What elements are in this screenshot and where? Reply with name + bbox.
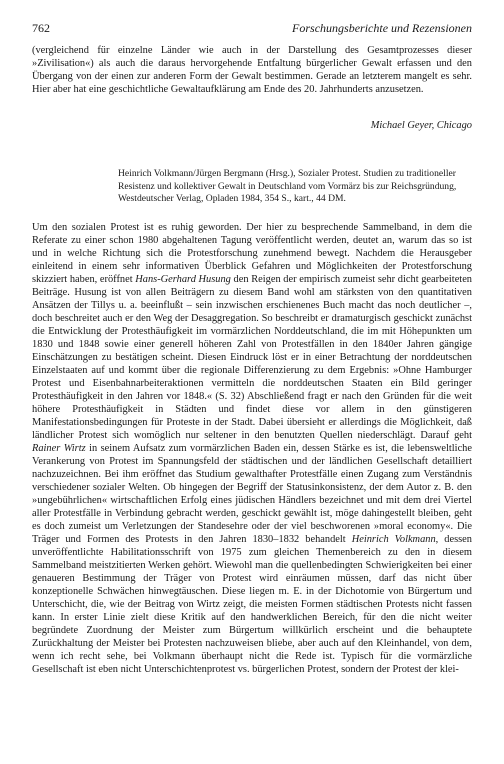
review-body	[32, 221, 472, 751]
previous-review-text: (vergleichend für einzelne Länder wie auch in der Darstellung des Gesamtprozesses dieser »Zivilisation«) als auch die daraus hervorgehende Entfaltung bürgerlicher Gewalt erfassen und den Übergang von der einen zur anderen Form der Gewalt bestimmen. Gerade an letzterem mangelt es sehr. Hier aber hat eine geschichtliche Gewaltaufklärung am Ende des 20. Jahrhunderts anzusetzen.	[32, 45, 472, 95]
author-name-volkmann: Heinrich Volkmann	[351, 534, 436, 545]
author-name-wirtz: Rainer Wirtz	[32, 443, 86, 454]
page-header	[32, 20, 472, 36]
review-text-part-3: in seinem Aufsatz zum vormärzlichen Baden ein, dessen Stärke es ist, die lebensweltliche Verankerung von Protest im Spannungsfeld der städtischen und der ländlichen Gesellschaft detailliert nachzuzeichnen. Bei ihm eröffnet das Studium gewalthafter Protestfälle einen Zugang zum Verständnis verschiedener sozialer Welten. Ob hingegen der Begriff der Statusinkonsistenz, der dem Autor z. B. den »ungebührlichen« wirtschaftlichen Erfolg eines jüdischen Händlers bezeichnet und mit dem drei Viertel aller Protestfälle in Verbindung gebracht werden, geschickt gewählt ist, möge dahingestellt bleiben, geht es doch zumeist um Verletzungen der Standesehre oder der viel beschworenen »moral economy«. Die Träger und Formen des Protests in den Jahren 1830–1832 behandelt	[32, 443, 472, 545]
review-text-part-1: Um den sozialen Protest ist es ruhig geworden. Der hier zu besprechende Sammelband, in dem die Referate zu einer schon 1980 abgehaltenen Tagung veröffentlicht werden, deutet an, warum das so ist und in welche Richtung sich die Protestforschung zunehmend bewegt. Nachdem die Herausgeber einleitend in einem sehr informativen Überblick Gefahren und Möglichkeiten der Protestforschung skizziert haben, eröffnet	[32, 222, 472, 285]
review-text-part-2: den Reigen der empirisch zumeist sehr dicht gearbeiteten Beiträge. Husung ist von allen Beiträgern zu diesem Band wohl am stärksten von den quantitativen Ansätzen der Tillys u. a. beeinflußt – sein inzwischen erschienenes Buch macht das noch deutlicher –, doch beschreitet auch er den Weg der Desaggregation. So beschreibt er dramaturgisch geschickt zunächst die Entwicklung der Protesthäufigkeit im vormärzlichen Norddeutschland, die im mit Höhepunkten um 1830 und 1848 sowie einer generell höheren Zahl von Protestfällen in den 1840er Jahren gängige Einschätzungen zu bestätigen scheint. Diesen Eindruck löst er in einer Betrachtung der norddeutschen Einzelstaaten auf und kommt über die regionale Differenzierung zu dem Ergebnis: »Ohne Hamburger Protest und Eisenbahnarbeiteraktionen vermitteln die norddeutschen Staaten ein Bild geringer Protesthäufigkeit in den Jahren vor 1848.« (S. 32) Abschließend fragt er nach den Gründen für die weit höhere Protesthäufigkeit in Städten und findet diese vor allem in den günstigeren Manifestationsbedingungen für Proteste in der Stadt. Dabei übersieht er allerdings die Möglichkeit, daß ländlicher Protest sich womöglich nur seltener in den benutzten Quellen niederschlägt. Darauf geht	[32, 274, 472, 441]
reviewer-signature: Michael Geyer, Chicago	[370, 120, 472, 131]
review-text-part-4: , dessen unveröffentlichte Habilitationsschrift von 1975 zum gleichen Themenbereich zu den in diesem Sammelband meistzitierten Werken gehört. Wiewohl man die quellenbedingten Schwierigkeiten bei einer genaueren Bestimmung der Träger von Protest wird einräumen müssen, darf das nicht über konzeptionelle Schwächen hinwegtäuschen. Diese liegen m. E. in der Dichotomie von Bürgertum und Unterschicht, die, wie der Beitrag von Wirtz zeigt, die meisten Formen städtischen Protests nicht fassen kann. In erster Linie zielt diese Kritik auf den handwerklichen Bereich, für den die nicht weiter begründete Zuordnung der Meister zum Bürgertum willkürlich erscheint und die behauptete Zurückhaltung der Meister bei Protesten nachzuweisen bliebe, aber auch auf den Kleinhandel, von dem, wenn ich recht sehe, bei Volkmann überhaupt nicht die Rede ist. Typisch für die vormärzliche Gesellschaft ist eben nicht Unterschichtenprotest vs. bürgerlichen Protest, sondern der Protest der klei-	[32, 534, 472, 675]
page-number: 762	[32, 21, 50, 35]
running-head: Forschungsberichte und Rezensionen	[292, 21, 472, 35]
book-citation: Heinrich Volkmann/Jürgen Bergmann (Hrsg.), Sozialer Protest. Studien zu traditioneller Resistenz und kollektiver Gewalt in Deutschland vom Vormärz bis zur Reichsgründung, Westdeutscher Verlag, Opladen 1984, 354 S., kart., 44 DM.	[118, 168, 457, 204]
author-name-husung: Hans-Gerhard Husung	[135, 274, 231, 285]
